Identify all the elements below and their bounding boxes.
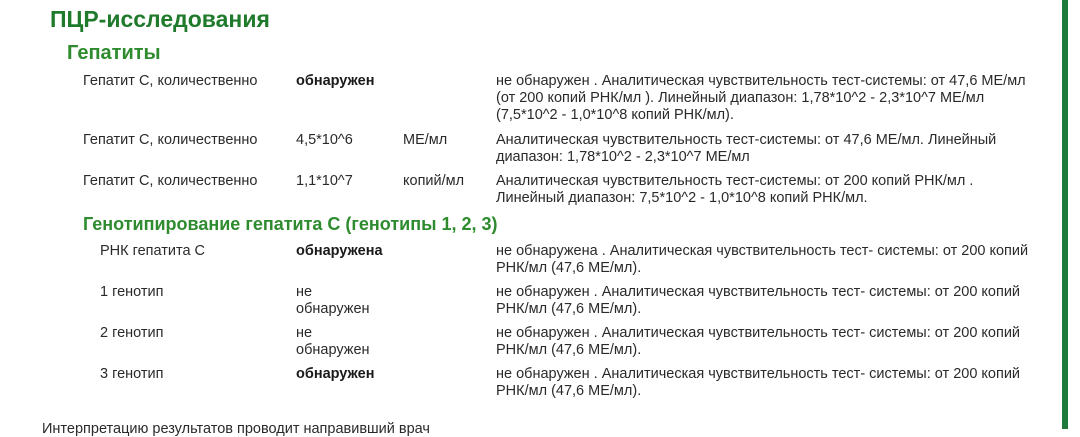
test-name: Гепатит C, количественно <box>83 73 258 89</box>
test-result: не обнаружен <box>296 325 370 358</box>
test-result: 1,1*10^7 <box>296 173 353 189</box>
test-name: 3 генотип <box>100 366 164 382</box>
reference-note: не обнаружен . Аналитическая чувствительность тест- системы: от 200 копий РНК/мл (47,6 МЕ/мл). <box>496 325 1021 358</box>
test-name: РНК гепатита С <box>100 243 206 259</box>
test-unit: копий/мл <box>403 173 465 189</box>
test-result: обнаружена <box>296 243 383 259</box>
reference-note: не обнаружен . Аналитическая чувствительность тест- системы: от 200 копий РНК/мл (47,6 МЕ/мл). <box>496 284 1021 317</box>
reference-note: Аналитическая чувствительность тест-системы: от 200 копий РНК/мл . Линейный диапазон: 7,5*10^2 - 1,0*10^8 копий РНК/мл. <box>496 173 974 206</box>
test-name: Гепатит C, количественно <box>83 132 258 148</box>
hepatitis-subtitle: Гепатиты <box>67 42 161 64</box>
reference-note: не обнаружена . Аналитическая чувствительность тест- системы: от 200 копий РНК/мл (47,6 МЕ/мл). <box>496 243 1029 276</box>
section-title: ПЦР-исследования <box>50 6 270 32</box>
test-result: обнаружен <box>296 73 375 89</box>
test-name: Гепатит C, количественно <box>83 173 258 189</box>
reference-note: не обнаружен . Аналитическая чувствительность тест- системы: от 200 копий РНК/мл (47,6 МЕ/мл). <box>496 366 1021 399</box>
interpretation-footer: Интерпретацию результатов проводит направивший врач <box>42 421 430 437</box>
test-unit: МЕ/мл <box>403 132 448 148</box>
page-frame-border <box>1062 0 1068 429</box>
reference-note: Аналитическая чувствительность тест-системы: от 47,6 МЕ/мл. Линейный диапазон: 1,78*10^2 - 2,3*10^7 МЕ/мл <box>496 132 997 165</box>
test-result: не обнаружен <box>296 284 370 317</box>
test-name: 2 генотип <box>100 325 164 341</box>
test-result: обнаружен <box>296 366 375 382</box>
genotyping-subtitle: Генотипирование гепатита С (генотипы 1, 2, 3) <box>83 214 498 234</box>
test-result: 4,5*10^6 <box>296 132 353 148</box>
test-name: 1 генотип <box>100 284 164 300</box>
reference-note: не обнаружен . Аналитическая чувствительность тест-системы: от 47,6 МЕ/мл (от 200 копий РНК/мл ). Линейный диапазон: 1,78*10^2 - 2,3*10^7 МЕ/мл (7,5*10^2 - 1,0*10^8 копий РНК/мл). <box>496 73 1026 123</box>
